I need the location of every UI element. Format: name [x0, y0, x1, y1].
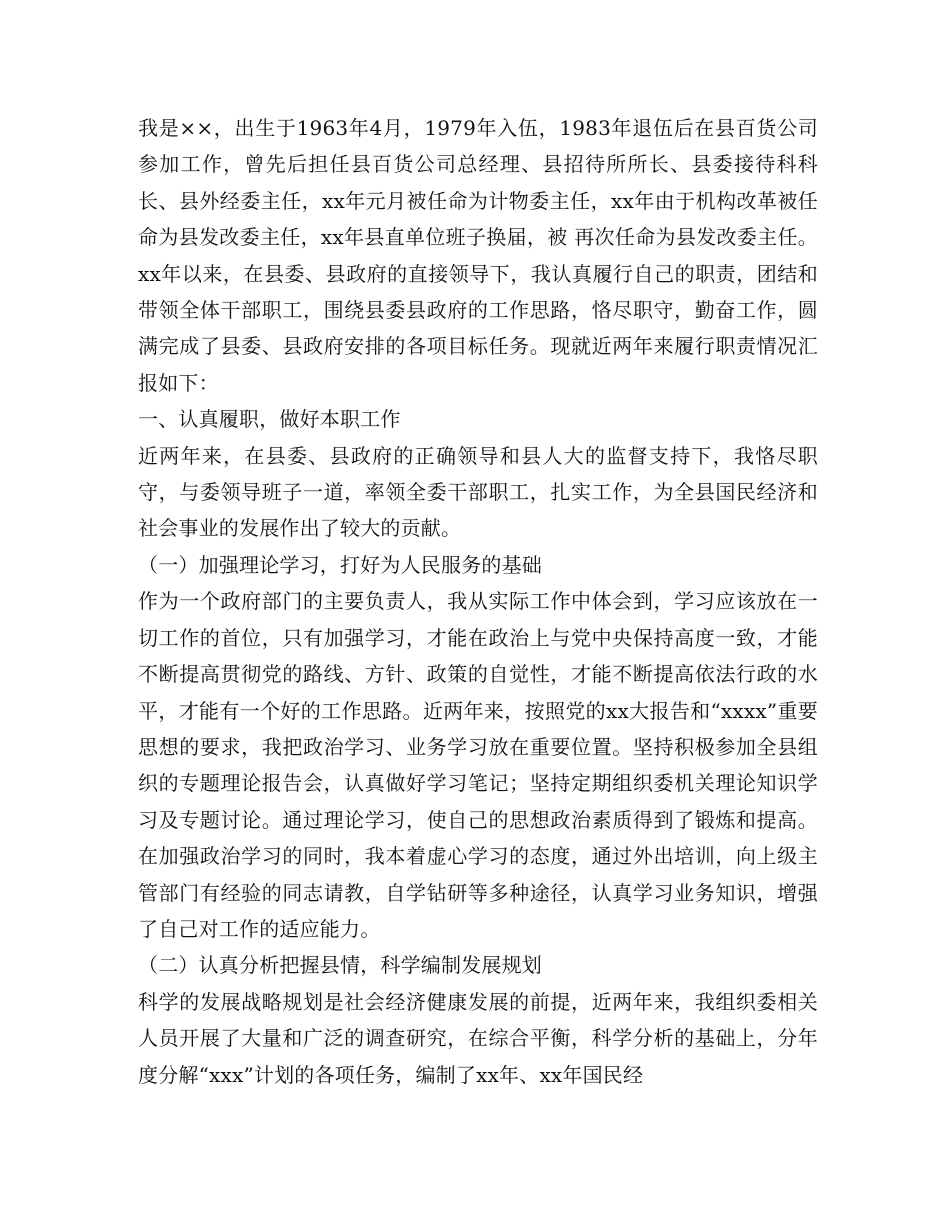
document-body — [138, 110, 818, 1093]
subsection-heading-1: （一）加强理论学习，打好为人民服务的基础 — [138, 552, 542, 577]
subsection-heading-2: （二）认真分析把握县情，科学编制发展规划 — [138, 953, 542, 978]
intro-paragraph: 我是××，出生于1963年4月，1979年入伍，1983年退伍后在县百货公司参加工作，曾先后担任县百货公司总经理、县招待所所长、县委接待科科长、县外经委主任，xx年元月被任命为计物委主任，xx年由于机构改革被任命为县发改委主任，xx年县直单位班子换届，被 再次任命为县发改委主任。xx年以来，在县委、县政府的直接领导下，我认真履行自己的职责，团结和带领全体干部职工，围绕县委县政府的工作思路，恪尽职守，勤奋工作，圆满完成了县委、县政府安排的各项目标任务。现就近两年来履行职责情况汇报如下： — [138, 116, 818, 395]
section-heading-1: 一、认真履职，做好本职工作 — [138, 407, 401, 432]
subsection-1-paragraph: 作为一个政府部门的主要负责人，我从实际工作中体会到，学习应该放在一切工作的首位，只有加强学习，才能在政治上与党中央保持高度一致，才能不断提高贯彻党的路线、方针、政策的自觉性，才能不断提高依法行政的水平，才能有一个好的工作思路。近两年来，按照党的xx大报告和“xxxx”重要思想的要求，我把政治学习、业务学习放在重要位置。坚持积极参加全县组织的专题理论报告会，认真做好学习笔记；坚持定期组织委机关理论知识学习及专题讨论。通过理论学习，使自己的思想政治素质得到了锻炼和提高。在加强政治学习的同时，我本着虚心学习的态度，通过外出培训，向上级主管部门有经验的同志请教，自学钻研等多种途径，认真学习业务知识，增强了自己对工作的适应能力。 — [138, 589, 818, 941]
subsection-2-paragraph: 科学的发展战略规划是社会经济健康发展的前提，近两年来，我组织委相关人员开展了大量和广泛的调查研究，在综合平衡，科学分析的基础上，分年度分解“xxx”计划的各项任务，编制了xx年、xx年国民经 — [138, 989, 818, 1087]
section-1-paragraph: 近两年来，在县委、县政府的正确领导和县人大的监督支持下，我恪尽职守，与委领导班子一道，率领全委干部职工，扎实工作，为全县国民经济和社会事业的发展作出了较大的贡献。 — [138, 443, 818, 541]
